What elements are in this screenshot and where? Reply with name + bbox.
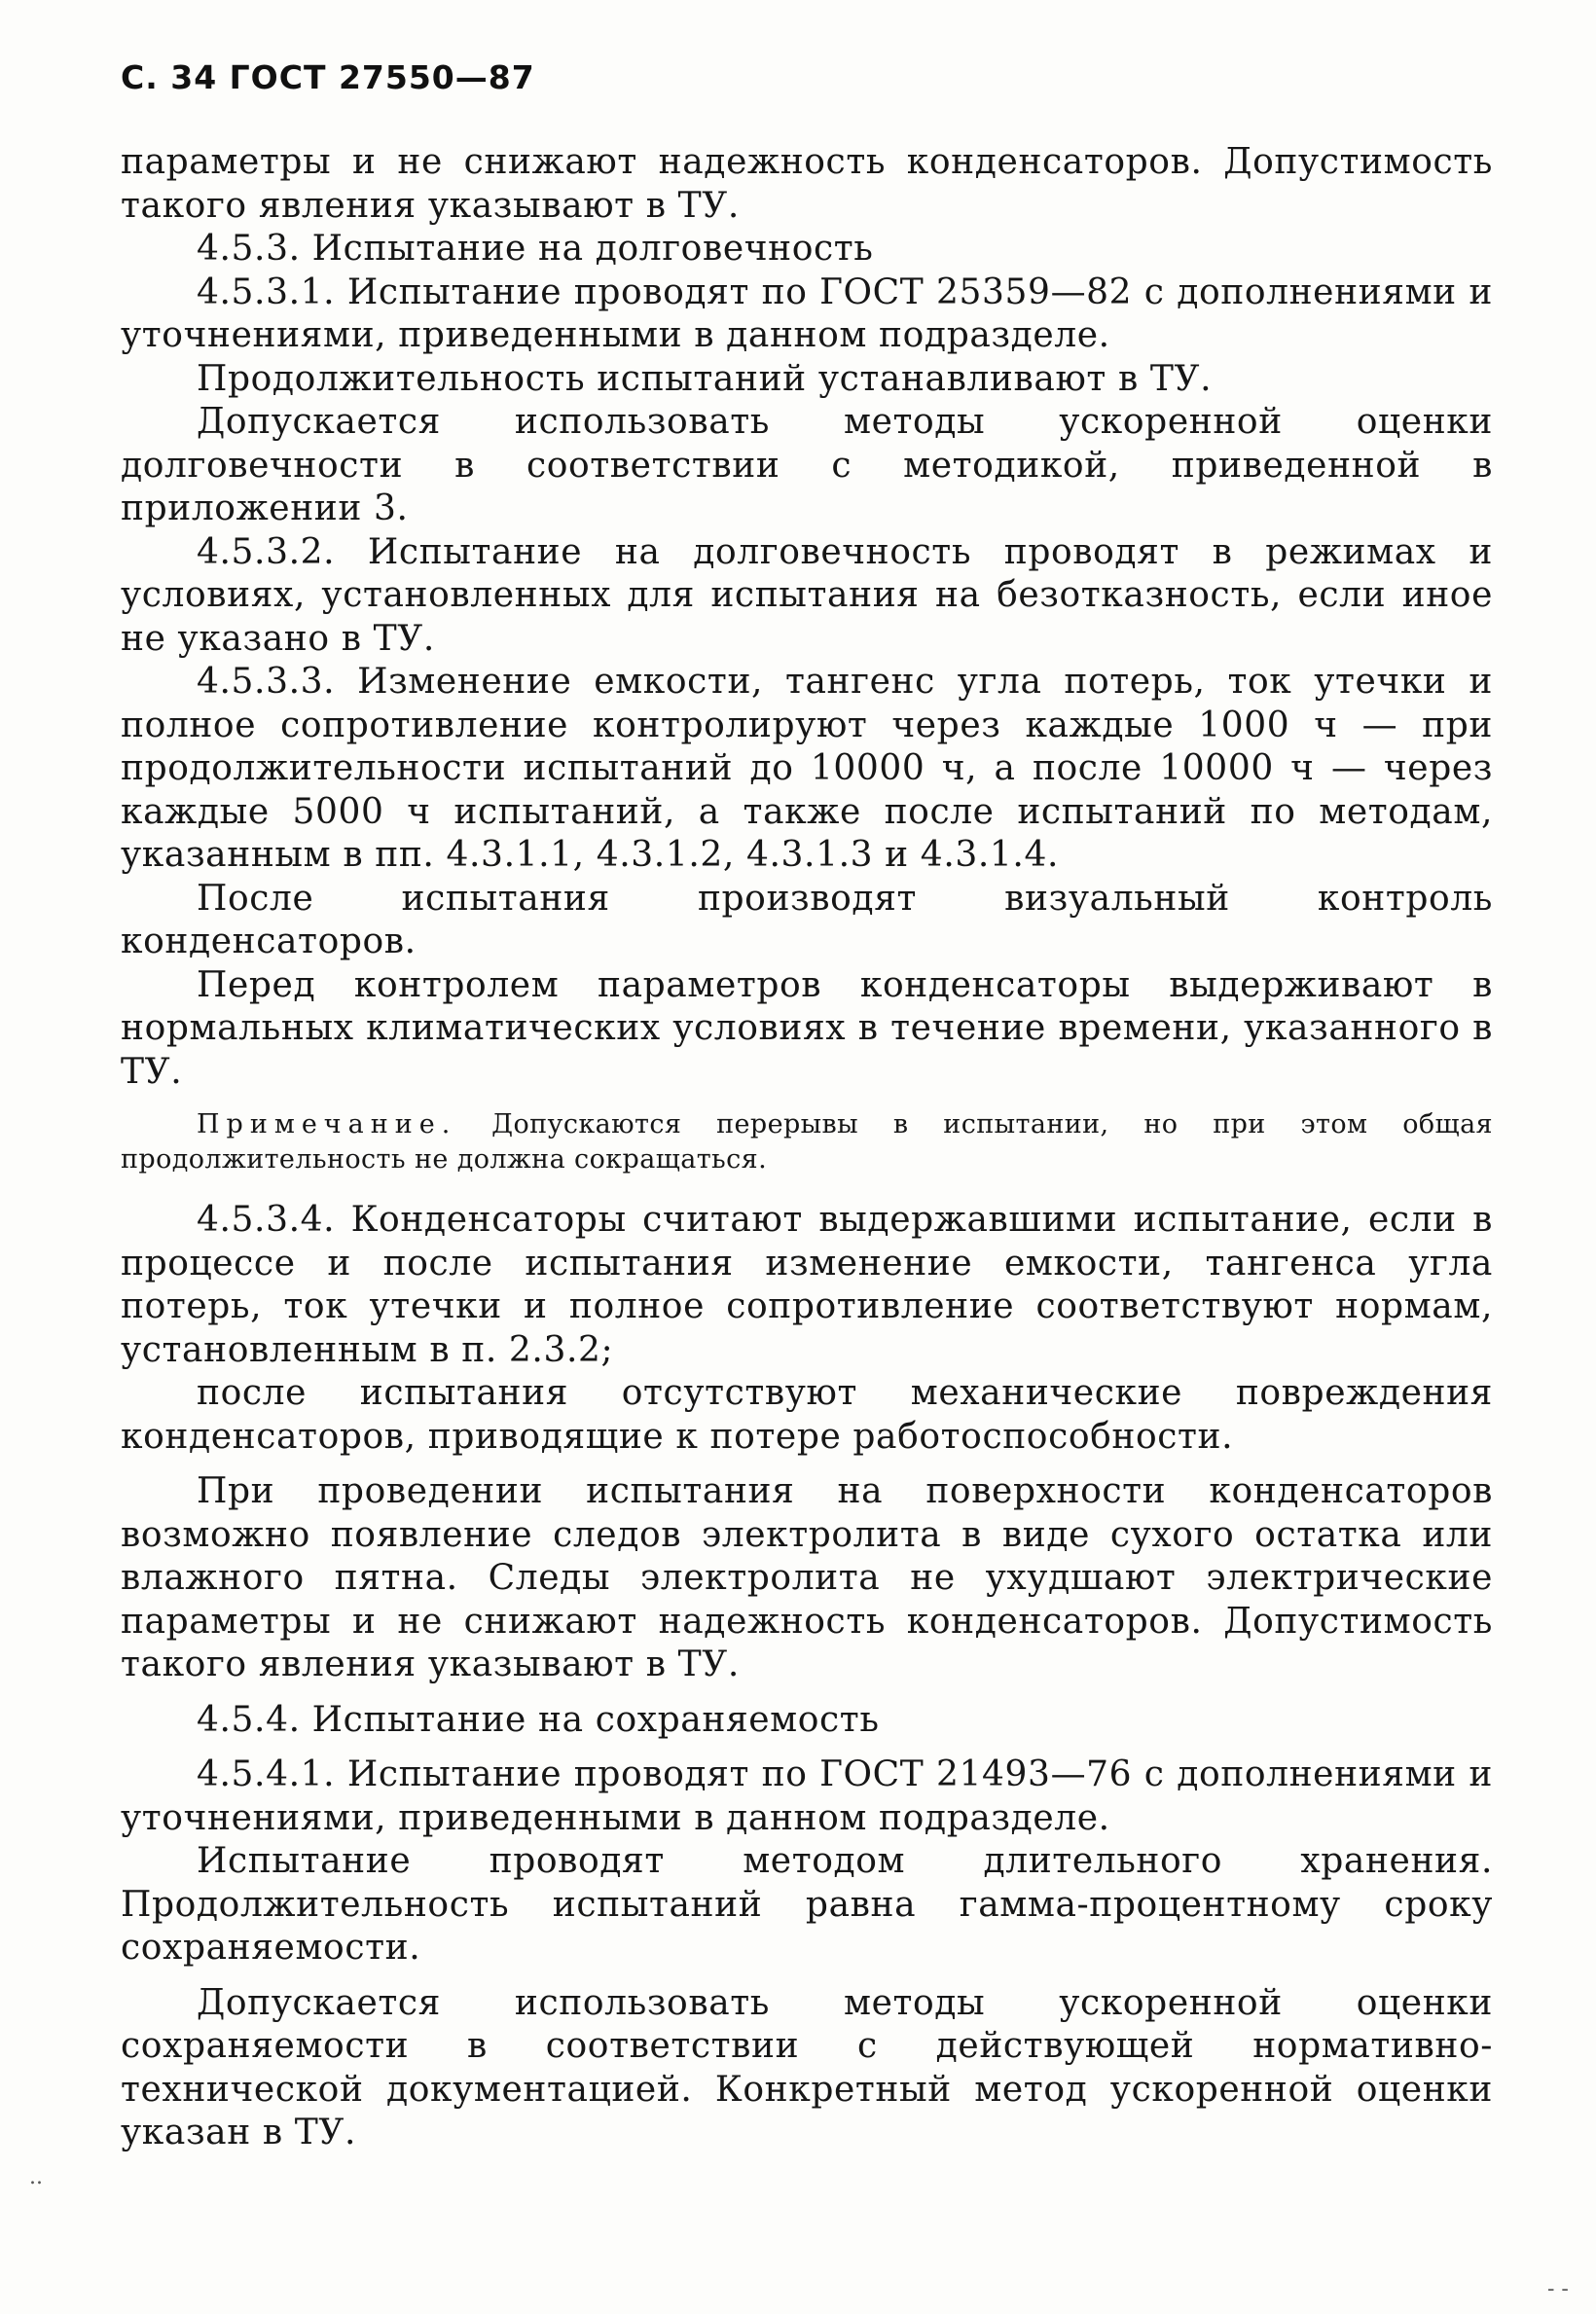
paragraph: 4.5.3.2. Испытание на долговечность проводят в режимах и условиях, установленных для испытания на безотказность, если иное не указано в ТУ.: [121, 531, 1493, 659]
paragraph: Допускается использовать методы ускоренной оценки долговечности в соответствии с методикой, приведенной в приложении 3.: [121, 402, 1493, 528]
paragraph: После испытания производят визуальный контроль конденсаторов.: [121, 878, 1493, 961]
scan-speck: ..: [29, 2165, 43, 2189]
paragraph: Допускается использовать методы ускоренной оценки сохраняемости в соответствии с действующей нормативно-технической документацией. Конкретный метод ускоренной оценки указан в ТУ.: [121, 1982, 1493, 2152]
paragraph: 4.5.3.1. Испытание проводят по ГОСТ 25359—82 с дополнениями и уточнениями, приведенными в данном подразделе.: [121, 271, 1493, 355]
paragraph: параметры и не снижают надежность конденсаторов. Допустимость такого явления указывают в ТУ.: [121, 142, 1493, 226]
page-header: С. 34 ГОСТ 27550—87: [121, 58, 535, 96]
paragraph: 4.5.4.1. Испытание проводят по ГОСТ 21493—76 с дополнениями и уточнениями, приведенными в данном подразделе.: [121, 1754, 1493, 1838]
scan-speck: - -: [1547, 2277, 1569, 2301]
paragraph: 4.5.3.4. Конденсаторы считают выдержавшими испытание, если в процессе и после испытания изменение емкости, тангенса угла потерь, ток утечки и полное сопротивление соответствуют нормам, установленным в п. 2.3.2;: [121, 1200, 1493, 1370]
section-heading: 4.5.3. Испытание на долговечность: [197, 229, 874, 269]
paragraph: после испытания отсутствуют механические повреждения конденсаторов, приводящие к потере работоспособности.: [121, 1373, 1493, 1457]
document-body: [121, 141, 1493, 2155]
paragraph: Перед контролем параметров конденсаторы выдерживают в нормальных климатических условиях в течение времени, указанного в ТУ.: [121, 964, 1493, 1092]
section-heading: 4.5.4. Испытание на сохраняемость: [197, 1699, 880, 1740]
note: [121, 1107, 1493, 1177]
paragraph: При проведении испытания на поверхности конденсаторов возможно появление следов электролита в виде сухого остатка или влажного пятна. Следы электролита не ухудшают электрические параметры и не снижают надежность конденсаторов. Допустимость такого явления указывают в ТУ.: [121, 1471, 1493, 1684]
paragraph: 4.5.3.3. Изменение емкости, тангенс угла потерь, ток утечки и полное сопротивление контролируют через каждые 1000 ч — при продолжительности испытаний до 10000 ч, а после 10000 ч — через каждые 5000 ч испытаний, а также после испытаний по методам, указанным в пп. 4.3.1.1, 4.3.1.2, 4.3.1.3 и 4.3.1.4.: [121, 662, 1493, 875]
paragraph: Испытание проводят методом длительного хранения. Продолжительность испытаний равна гамма-процентному сроку сохраняемости.: [121, 1841, 1493, 1968]
paragraph: Продолжительность испытаний устанавливают в ТУ.: [197, 358, 1213, 399]
note-label: Примечание.: [197, 1109, 457, 1139]
note-text: Допускаются перерывы в испытании, но при этом общая продолжительность не должна сокращаться.: [121, 1109, 1493, 1175]
